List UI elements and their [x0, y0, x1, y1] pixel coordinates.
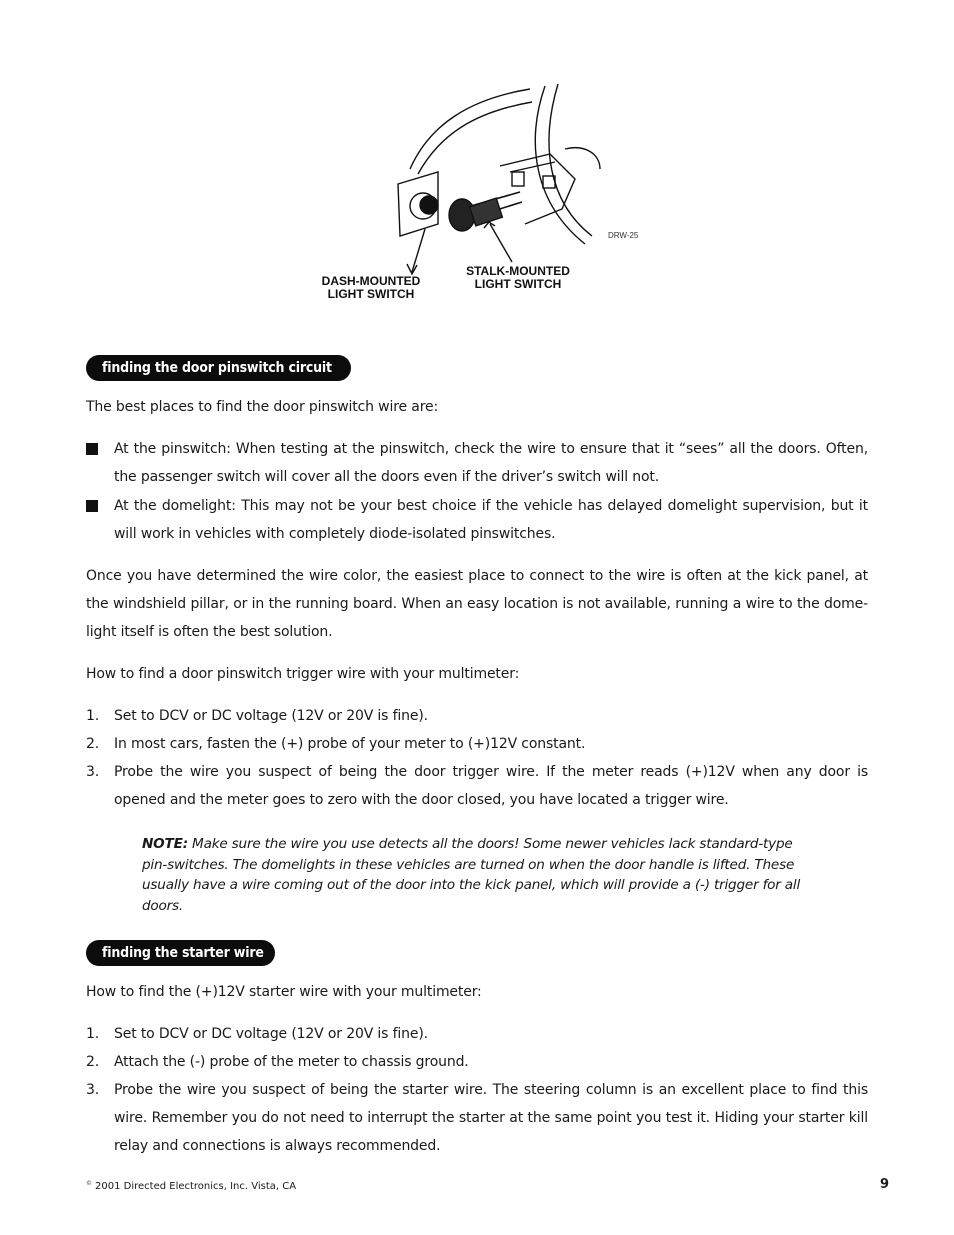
stalk-label-line1: STALK-MOUNTED: [466, 264, 570, 278]
numbered-step: [86, 730, 868, 758]
step-number: 3.: [86, 764, 100, 780]
figure-tag: DRW-25: [608, 231, 639, 240]
section1-paragraph-3: How to find a door pinswitch trigger wire with your multimeter:: [86, 666, 520, 682]
step-text: Set to DCV or DC voltage (12V or 20V is fine).: [114, 708, 428, 724]
bullet-item: [86, 492, 868, 548]
note-text: Make sure the wire you use detects all the doors! Some newer vehicles lack standard-type pin-switches. The domelights in these vehicles are turned on when the door handle is lifted. These usually have a wire coming out of the door into the kick panel, which will provide a (-) trigger for all doors.: [142, 836, 801, 914]
copyright-text: 2001 Directed Electronics, Inc. Vista, CA: [95, 1181, 297, 1192]
note-label: NOTE:: [142, 836, 188, 852]
dash-label-line2: LIGHT SWITCH: [327, 287, 415, 301]
section-heading-starter-wire: finding the starter wire: [86, 940, 275, 966]
bullet-square-icon: [86, 443, 98, 455]
step-text: In most cars, fasten the (+) probe of your meter to (+)12V constant.: [114, 736, 586, 752]
step-text: Attach the (-) probe of the meter to chassis ground.: [114, 1054, 469, 1070]
step-number: 2.: [86, 1054, 100, 1070]
numbered-step: [86, 702, 868, 730]
step-text: Probe the wire you suspect of being the door trigger wire. If the meter reads (+)12V when any door is opened and the meter goes to zero with the door closed, you have located a trigger wire.: [114, 764, 868, 808]
step-number: 1.: [86, 1026, 100, 1042]
stalk-mounted-label: [455, 265, 581, 291]
bullet-text: At the domelight: This may not be your best choice if the vehicle has delayed domelight supervision, but it will work in vehicles with completely diode-isolated pinswitches.: [114, 498, 868, 542]
bullet-text: At the pinswitch: When testing at the pinswitch, check the wire to ensure that it “sees” all the doors. Often, the passenger switch will cover all the doors even if the driver’s switch will not.: [114, 441, 868, 485]
numbered-step: [86, 1048, 868, 1076]
step-number: 3.: [86, 1082, 100, 1098]
bullet-item: [86, 435, 868, 491]
step-number: 1.: [86, 708, 100, 724]
section1-paragraph-2: Once you have determined the wire color, the easiest place to connect to the wire is often at the kick panel, at the windshield pillar, or in the running board. When an easy location is not available, running a wire to the dome-light itself is often the best solution.: [86, 568, 868, 640]
copyright-footer: [86, 1180, 296, 1192]
dash-mounted-label: [308, 275, 434, 301]
section1-intro: The best places to find the door pinswitch wire are:: [86, 399, 439, 415]
section-heading-door-pinswitch: finding the door pinswitch circuit: [86, 355, 351, 381]
page-number: 9: [880, 1177, 890, 1192]
step-text: Set to DCV or DC voltage (12V or 20V is fine).: [114, 1026, 428, 1042]
copyright-symbol: ©: [86, 1180, 92, 1187]
stalk-label-line2: LIGHT SWITCH: [474, 277, 562, 291]
step-number: 2.: [86, 736, 100, 752]
section2-intro: How to find the (+)12V starter wire with your multimeter:: [86, 984, 482, 1000]
bullet-square-icon: [86, 500, 98, 512]
dash-label-line1: DASH-MOUNTED: [321, 274, 421, 288]
note-block: [142, 834, 816, 916]
numbered-step: [86, 758, 868, 814]
numbered-step: [86, 1076, 868, 1160]
light-switch-figure: [300, 84, 660, 309]
step-text: Probe the wire you suspect of being the starter wire. The steering column is an excellent place to find this wire. Remember you do not need to interrupt the starter at the same point you test it. Hiding your starter kill relay and connections is always recommended.: [114, 1082, 868, 1154]
numbered-step: [86, 1020, 868, 1048]
